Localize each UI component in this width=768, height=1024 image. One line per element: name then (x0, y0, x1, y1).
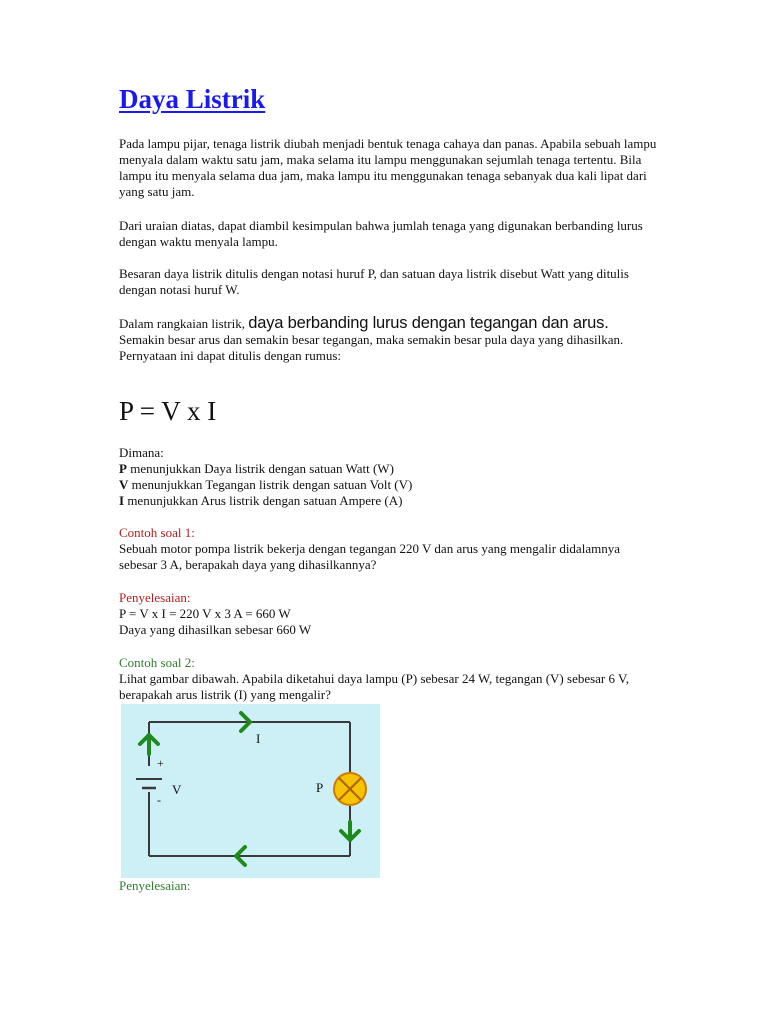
definition-symbol: V (119, 477, 129, 492)
circuit-diagram (121, 704, 380, 878)
example1-question: Sebuah motor pompa listrik bekerja dengan tegangan 220 V dan arus yang mengalir didalamnya sebesar 3 A, berapakah daya yang dihasilkannya? (119, 541, 620, 572)
example1-solution-heading: Penyelesaian: (119, 590, 191, 605)
definition-symbol: P (119, 461, 127, 476)
example2-heading: Contoh soal 2: (119, 655, 195, 670)
paragraph-intro: Pada lampu pijar, tenaga listrik diubah menjadi bentuk tenaga cahaya dan panas. Apabila sebuah lampu menyala dalam waktu satu jam, maka selama itu lampu menggunakan sejumlah tenaga tertentu. Bila lampu itu menyala selama dua jam, maka lampu itu menggunakan tenaga sebanyak dua kali lipat dari yang satu jam. (119, 136, 657, 199)
definitions-block (119, 445, 659, 509)
current-label: I (256, 731, 261, 746)
relation-emphasis: daya berbanding lurus dengan tegangan dan arus (248, 314, 605, 332)
definition-text: menunjukkan Arus listrik dengan satuan Ampere (A) (124, 493, 403, 508)
relation-rest: Semakin besar arus dan semakin besar tegangan, maka semakin besar pula daya yang dihasilkan. Pernyataan ini dapat ditulis dengan rumus: (119, 332, 624, 363)
power-label: P (316, 780, 324, 795)
page-title[interactable]: Daya Listrik (119, 84, 266, 114)
paragraph-relation (119, 315, 659, 364)
example1-solution-line2: Daya yang dihasilkan sebesar 660 W (119, 622, 312, 637)
lamp-icon (334, 773, 366, 805)
definition-symbol: I (119, 493, 125, 508)
example1-heading: Contoh soal 1: (119, 525, 195, 540)
definition-text: menunjukkan Daya listrik dengan satuan Watt (W) (126, 461, 394, 476)
definitions-heading: Dimana: (119, 445, 164, 460)
paragraph-notation: Besaran daya listrik ditulis dengan notasi huruf P, dan satuan daya listrik disebut Watt yang ditulis dengan notasi huruf W. (119, 266, 629, 297)
definition-text: menunjukkan Tegangan listrik dengan satuan Volt (V) (128, 477, 413, 492)
power-formula: P = V x I (119, 396, 217, 426)
battery-icon (136, 779, 162, 788)
example2-solution-heading: Penyelesaian: (119, 878, 191, 893)
circuit-svg (121, 704, 380, 878)
example1-solution-line1: P = V x I = 220 V x 3 A = 660 W (119, 606, 291, 621)
relation-period: . (604, 314, 609, 332)
paragraph-conclusion: Dari uraian diatas, dapat diambil kesimpulan bahwa jumlah tenaga yang digunakan berbanding lurus dengan waktu menyala lampu. (119, 218, 643, 249)
example2-question: Lihat gambar dibawah. Apabila diketahui daya lampu (P) sebesar 24 W, tegangan (V) sebesar 6 V, berapakah arus listrik (I) yang mengalir? (119, 671, 629, 702)
voltage-label: V (172, 782, 182, 797)
relation-intro: Dalam rangkaian listrik, (119, 316, 249, 331)
plus-label: + (157, 756, 164, 770)
minus-label: - (157, 793, 161, 807)
